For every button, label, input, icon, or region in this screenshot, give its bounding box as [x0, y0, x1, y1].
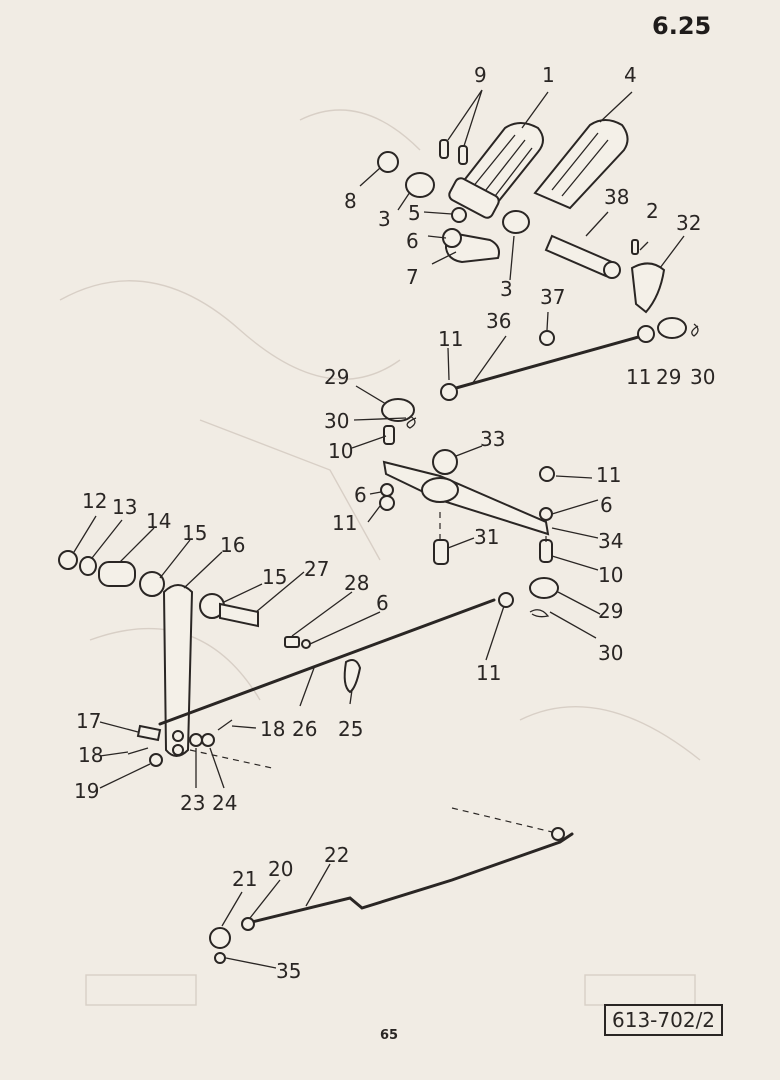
callout-18-a: 18	[260, 717, 286, 741]
callout-2: 2	[646, 199, 659, 223]
callout-26: 28	[344, 571, 370, 595]
callout-7: 7	[406, 265, 419, 289]
bushing-3-lower	[503, 211, 529, 233]
callout-30-b: 30	[324, 409, 350, 433]
callout-18-b: 18	[78, 743, 104, 767]
callout-15-b: 15	[262, 565, 288, 589]
callout-27: 25	[338, 717, 364, 741]
callout-11-a: 11	[438, 327, 464, 351]
nut-11-c	[380, 496, 394, 510]
callout-13: 13	[112, 495, 138, 519]
callout-3-lower: 3	[500, 277, 513, 301]
washer-6-d	[302, 640, 310, 648]
nut-37	[540, 331, 554, 345]
drawing-reference-box: 613-702/2	[604, 1004, 723, 1036]
callout-6-c: 6	[600, 493, 613, 517]
callout-14: 14	[146, 509, 172, 533]
callout-24: 24	[212, 791, 238, 815]
screw-5	[452, 208, 466, 222]
callout-20: 20	[268, 857, 294, 881]
callout-11-d: 11	[596, 463, 622, 487]
washer-13	[80, 557, 96, 575]
hole-16-b	[173, 745, 183, 755]
pull-rod-22	[252, 834, 572, 922]
callout-37: 37	[540, 285, 566, 309]
nut-11-d	[540, 467, 554, 481]
bushing-8	[378, 152, 398, 172]
nut-12	[59, 551, 77, 569]
ball-socket-29-a	[658, 318, 686, 338]
callout-3-upper: 3	[378, 207, 391, 231]
assembly-line-16	[190, 750, 272, 768]
pin-18-b	[128, 748, 148, 754]
nut-24	[202, 734, 214, 746]
callout-9: 9	[474, 63, 487, 87]
callout-28: 26	[292, 717, 318, 741]
callout-10-b: 10	[598, 563, 624, 587]
pin-18-a	[218, 720, 232, 730]
callout-4: 4	[624, 63, 637, 87]
callout-29-b: 29	[324, 365, 350, 389]
callout-35: 35	[276, 959, 302, 983]
callout-31: 31	[474, 525, 500, 549]
callout-22: 22	[324, 843, 350, 867]
bushing-3-upper	[406, 173, 434, 197]
washer-23	[190, 734, 202, 746]
callout-10-a: 10	[328, 439, 354, 463]
washer-6-c	[540, 508, 552, 520]
bleed-through-shading	[60, 110, 700, 1005]
spacer-14	[99, 562, 135, 586]
callout-15-a: 15	[182, 521, 208, 545]
callout-6-d: 6	[376, 591, 389, 615]
bolt-25	[220, 604, 258, 626]
callout-19: 19	[74, 779, 100, 803]
nut-11-a	[441, 384, 457, 400]
washer-6-b	[381, 484, 393, 496]
callout-30-c: 30	[598, 641, 624, 665]
callout-8: 8	[344, 189, 357, 213]
bushing-15-a	[140, 572, 164, 596]
callout-labels	[74, 63, 715, 983]
nut-11-b	[638, 326, 654, 342]
bolt-17	[138, 726, 160, 740]
callout-11-b: 11	[626, 365, 652, 389]
pin-9a	[440, 140, 448, 158]
callout-6-top: 6	[406, 229, 419, 253]
callout-11-c: 11	[332, 511, 358, 535]
callout-12: 12	[82, 489, 108, 513]
callout-29-c: 29	[598, 599, 624, 623]
callout-1: 1	[542, 63, 555, 87]
callout-34: 34	[598, 529, 624, 553]
clip-30-c	[530, 610, 548, 617]
callout-32: 32	[676, 211, 702, 235]
hole-16-a	[173, 731, 183, 741]
ball-socket-29-c	[530, 578, 558, 598]
callout-29-a: 29	[656, 365, 682, 389]
callout-16: 16	[220, 533, 246, 557]
callout-6-b: 6	[354, 483, 367, 507]
washer-35	[215, 953, 225, 963]
pivot-bolt-31	[434, 540, 448, 564]
nut-11-e	[499, 593, 513, 607]
clip-30-a	[692, 324, 698, 336]
lever-32	[632, 263, 664, 312]
callout-21: 21	[232, 867, 258, 891]
callout-5: 5	[408, 201, 421, 225]
callout-25: 27	[304, 557, 330, 581]
assembly-line-22	[452, 808, 552, 832]
relay-lever-34	[384, 450, 548, 534]
ball-stud-10-b	[540, 540, 552, 562]
section-number: 6.25	[652, 12, 712, 40]
accelerator-pedal-left	[447, 123, 543, 220]
callout-38: 38	[604, 185, 630, 209]
knob-21	[210, 928, 230, 948]
page-number: 65	[380, 1028, 399, 1043]
callout-23: 23	[180, 791, 206, 815]
rod-end-22	[552, 828, 564, 840]
pin-9b	[459, 146, 467, 164]
callout-30-a: 30	[690, 365, 716, 389]
washer-19	[150, 754, 162, 766]
callout-36: 36	[486, 309, 512, 333]
bracket-27	[345, 660, 360, 692]
nut-20	[242, 918, 254, 930]
callout-11-e: 11	[476, 661, 502, 685]
callout-17: 17	[76, 709, 102, 733]
pedal-shaft-38	[546, 236, 638, 278]
callout-33: 33	[480, 427, 506, 451]
ball-stud-10-a	[384, 426, 394, 444]
screw-26	[285, 637, 299, 647]
